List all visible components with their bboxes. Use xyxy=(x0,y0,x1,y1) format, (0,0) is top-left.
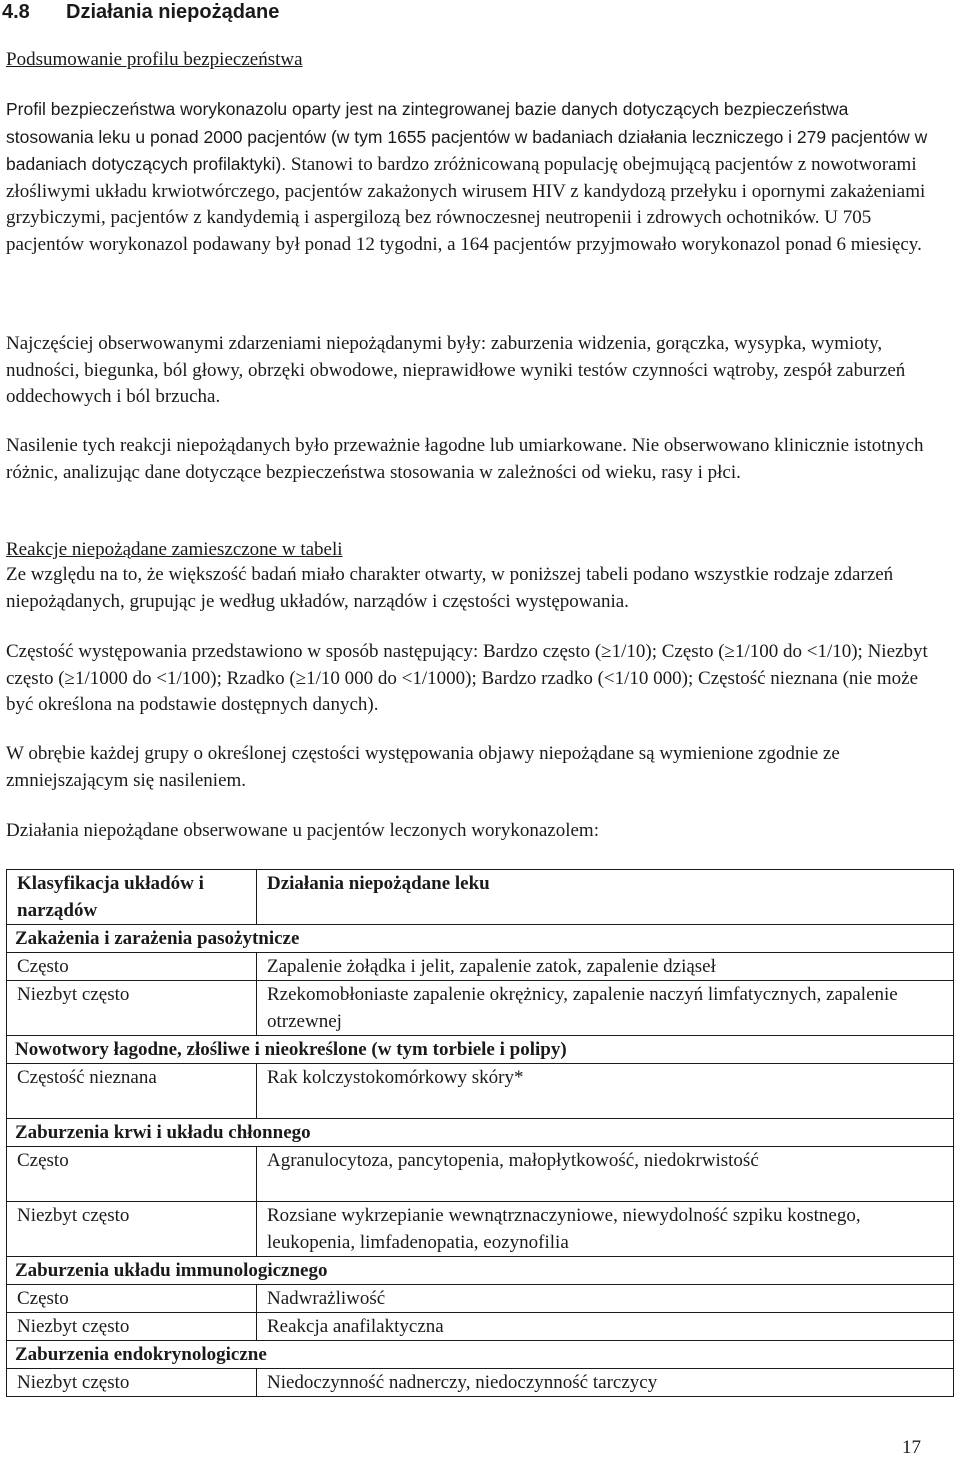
effects-cell: Agranulocytoza, pancytopenia, małopłytkowość, niedokrwistość xyxy=(257,1147,954,1202)
frequency-cell: Często xyxy=(7,953,257,981)
header-classification: Klasyfikacja układów i narządów xyxy=(7,870,257,925)
effects-cell: Rzekomobłoniaste zapalenie okrężnicy, zapalenie naczyń limfatycznych, zapalenie otrzewnej xyxy=(257,981,954,1036)
table-group-row xyxy=(7,925,954,953)
table-row xyxy=(7,1147,954,1202)
safety-summary-heading: Podsumowanie profilu bezpieczeństwa xyxy=(6,49,303,70)
table-group-row xyxy=(7,1036,954,1064)
safety-summary-serif-run: Stanowi to bardzo zróżnicowaną populację obejmującą pacjentów z nowotworami złośliwymi układu krwiotwórczego, pacjentów zakażonych wirusem HIV z kandydozą przełyku i opornymi zakażeniami grzybiczymi, pacjentów z kandydemią i aspergilozą bez równoczesnej neutropenii i zdrowych ochotników. U 705 pacjentów worykonazol podawany był ponad 12 tygodni, a 164 pacjentów przyjmowało worykonazol ponad 6 miesięcy. xyxy=(6,154,926,255)
effects-cell: Nadwrażliwość xyxy=(257,1285,954,1313)
section-title: Działania niepożądane xyxy=(66,1,280,23)
severity-order-paragraph: W obrębie każdej grupy o określonej częstości występowania objawy niepożądane są wymienione zgodnie ze zmniejszającym się nasileniem. xyxy=(6,743,840,791)
section-heading xyxy=(0,0,279,24)
tabulated-heading: Reakcje niepożądane zamieszczone w tabeli xyxy=(6,539,343,560)
frequency-cell: Niezbyt często xyxy=(7,1369,257,1397)
safety-summary-paragraph-3: Nasilenie tych reakcji niepożądanych było przeważnie łagodne lub umiarkowane. Nie obserwowano klinicznie istotnych różnic, analizując dane dotyczące bezpieczeństwa stosowania w zależności od wieku, rasy i płci. xyxy=(6,435,924,483)
table-group-row xyxy=(7,1257,954,1285)
safety-summary-paragraph-2: Najczęściej obserwowanymi zdarzeniami niepożądanymi były: zaburzenia widzenia, gorączka, wysypka, wymioty, nudności, biegunka, ból głowy, obrzęki obwodowe, nieprawidłowe wyniki testów czynności wątroby, zespół zaburzeń oddechowych i ból brzucha. xyxy=(6,333,906,407)
tabulated-paragraph-1: Ze względu na to, że większość badań miało charakter otwarty, w poniższej tabeli podano wszystkie rodzaje zdarzeń niepożądanych, grupując je według układów, narządów i częstości występowania. xyxy=(6,564,894,612)
group-title-blood: Zaburzenia krwi i układu chłonnego xyxy=(7,1119,954,1147)
safety-summary-sans-run: Profil bezpieczeństwa worykonazolu oparty jest na zintegrowanej bazie danych dotyczących bezpieczeństwa stosowania leku u ponad 2000 pacjentów (w tym 1655 pacjentów w badaniach działania leczniczego i 279 pacjentów w badaniach dotyczących profilaktyki). xyxy=(6,99,928,174)
frequency-cell: Niezbyt często xyxy=(7,981,257,1036)
safety-summary-paragraph-1 xyxy=(6,96,931,258)
adverse-reactions-table xyxy=(6,869,954,1397)
table-group-row xyxy=(7,1341,954,1369)
table-intro-paragraph: Działania niepożądane obserwowane u pacjentów leczonych worykonazolem: xyxy=(6,820,599,841)
frequency-cell: Często xyxy=(7,1147,257,1202)
effects-cell: Rak kolczystokomórkowy skóry* xyxy=(257,1064,954,1119)
table-row xyxy=(7,981,954,1036)
table-row xyxy=(7,1064,954,1119)
frequency-definitions-paragraph: Częstość występowania przedstawiono w sposób następujący: Bardzo często (≥1/10); Często (≥1/100 do <1/10); Niezbyt często (≥1/1000 do <1/100); Rzadko (≥1/10 000 do <1/1000); Bardzo rzadko (<1/10 000); Częstość nieznana (nie może być określona na podstawie dostępnych danych). xyxy=(6,641,928,715)
effects-cell: Niedoczynność nadnerczy, niedoczynność tarczycy xyxy=(257,1369,954,1397)
effects-cell: Zapalenie żołądka i jelit, zapalenie zatok, zapalenie dziąseł xyxy=(257,953,954,981)
frequency-cell: Częstość nieznana xyxy=(7,1064,257,1119)
table-row xyxy=(7,1202,954,1257)
section-number: 4.8 xyxy=(2,1,30,23)
table-row xyxy=(7,1313,954,1341)
page-number: 17 xyxy=(902,1437,921,1458)
frequency-cell: Niezbyt często xyxy=(7,1313,257,1341)
frequency-cell: Niezbyt często xyxy=(7,1202,257,1257)
frequency-cell: Często xyxy=(7,1285,257,1313)
group-title-neoplasms: Nowotwory łagodne, złośliwe i nieokreślone (w tym torbiele i polipy) xyxy=(7,1036,954,1064)
table-header-row xyxy=(7,870,954,925)
table-row xyxy=(7,953,954,981)
table-group-row xyxy=(7,1119,954,1147)
group-title-immune: Zaburzenia układu immunologicznego xyxy=(7,1257,954,1285)
header-adverse-reactions: Działania niepożądane leku xyxy=(257,870,954,925)
table-row xyxy=(7,1369,954,1397)
effects-cell: Reakcja anafilaktyczna xyxy=(257,1313,954,1341)
table-row xyxy=(7,1285,954,1313)
group-title-infections: Zakażenia i zarażenia pasożytnicze xyxy=(7,925,954,953)
effects-cell: Rozsiane wykrzepianie wewnątrznaczyniowe, niewydolność szpiku kostnego, leukopenia, limfadenopatia, eozynofilia xyxy=(257,1202,954,1257)
group-title-endocrine: Zaburzenia endokrynologiczne xyxy=(7,1341,954,1369)
